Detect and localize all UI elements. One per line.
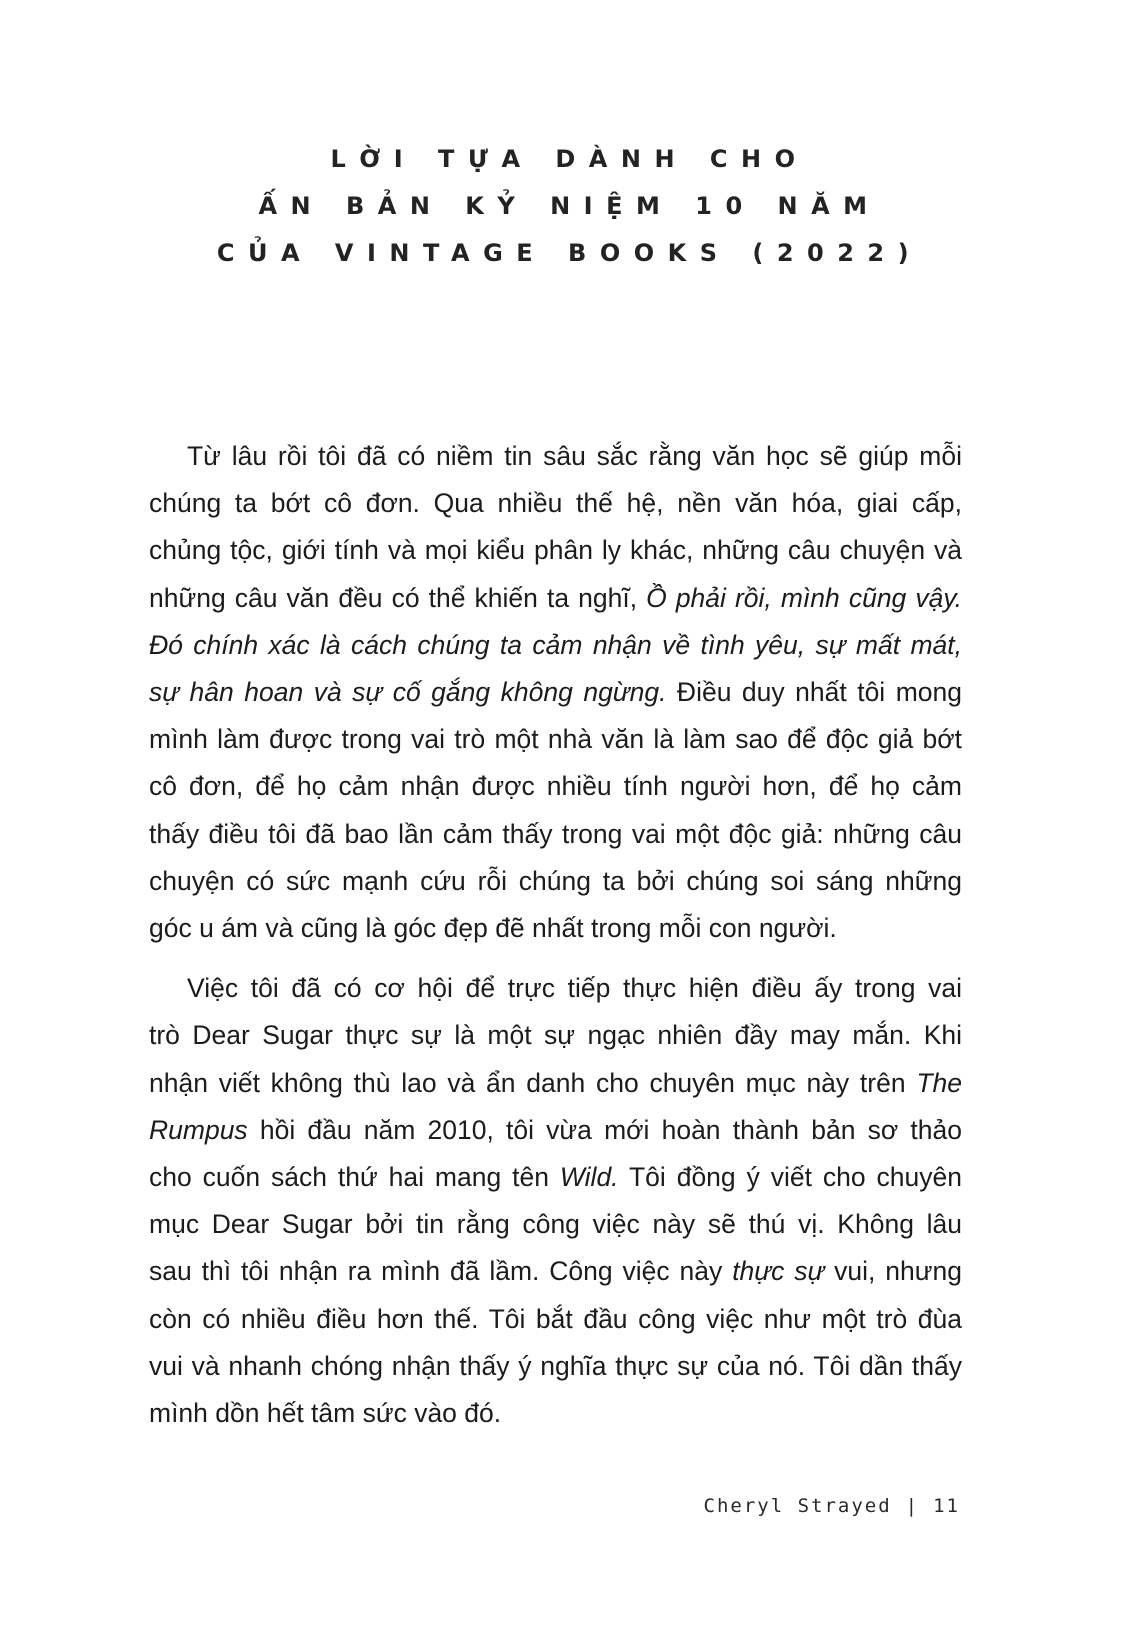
page-footer xyxy=(704,1495,961,1517)
paragraph-2-line-5-text-b: Tôi đồng ý viết cho chuyên xyxy=(618,1162,962,1193)
heading-line-1: LỜI TỰA DÀNH CHO xyxy=(330,145,809,173)
paragraph-1 xyxy=(149,433,962,952)
paragraph-1-line-2: chúng ta bớt cô đơn. Qua nhiều thế hệ, nền văn hóa, giai cấp, xyxy=(149,488,962,519)
page-number: 11 xyxy=(933,1495,960,1517)
paragraph-2-line-9: vui và nhanh chóng nhận thấy ý nghĩa thực sự của nó. Tôi dần thấy xyxy=(149,1350,962,1381)
paragraph-1-line-8: cô đơn, để họ cảm nhận được nhiều tính người hơn, để họ cảm xyxy=(149,771,962,802)
paragraph-2-line-4-text: hồi đầu năm 2010, tôi vừa mới hoàn thành bản sơ thảo xyxy=(247,1114,962,1145)
heading-line-3: CỦA VINTAGE BOOKS (2022) xyxy=(216,239,923,267)
paragraph-2-line-6: mục Dear Sugar bởi tin rằng công việc này sẽ thú vị. Không lâu xyxy=(149,1209,962,1240)
paragraph-2-line-4 xyxy=(149,1107,962,1154)
heading-line-2: ẤN BẢN KỶ NIỆM 10 NĂM xyxy=(258,192,881,220)
paragraph-2-line-7-italic: thực sự xyxy=(732,1256,825,1287)
paragraph-1-line-11: góc u ám và cũng là góc đẹp đẽ nhất trong mỗi con người. xyxy=(149,913,837,944)
paragraph-2-line-1: Việc tôi đã có cơ hội để trực tiếp thực hiện điều ấy trong vai xyxy=(187,973,962,1004)
paragraph-2-line-8: còn có nhiều điều hơn thế. Tôi bắt đầu công việc như một trò đùa xyxy=(149,1303,962,1334)
paragraph-2-line-3-text: nhận viết không thù lao và ẩn danh cho chuyên mục này trên xyxy=(149,1067,917,1098)
paragraph-2-line-5-text-a: cho cuốn sách thứ hai mang tên xyxy=(149,1162,560,1193)
body-text xyxy=(149,433,962,1437)
chapter-heading xyxy=(0,136,1126,277)
paragraph-2-line-5 xyxy=(149,1154,962,1201)
paragraph-1-line-6-italic: sự hân hoan và sự cố gắng không ngừng. xyxy=(149,677,667,708)
paragraph-2-line-3-italic: The xyxy=(916,1067,962,1098)
paragraph-2-line-2: trò Dear Sugar thực sự là một sự ngạc nhiên đầy may mắn. Khi xyxy=(149,1020,962,1051)
paragraph-1-line-9: thấy điều tôi đã bao lần cảm thấy trong vai một độc giả: những câu xyxy=(149,818,962,849)
paragraph-2-line-7-text-b: vui, nhưng xyxy=(824,1256,962,1287)
paragraph-1-line-1: Từ lâu rồi tôi đã có niềm tin sâu sắc rằng văn học sẽ giúp mỗi xyxy=(187,441,962,471)
paragraph-1-line-6 xyxy=(149,669,962,716)
footer-separator: | xyxy=(905,1495,920,1517)
paragraph-2-line-4-italic: Rumpus xyxy=(149,1114,248,1145)
paragraph-1-line-4 xyxy=(149,575,962,622)
paragraph-1-line-10: chuyện có sức mạnh cứu rỗi chúng ta bởi chúng soi sáng những xyxy=(149,865,962,896)
paragraph-2-line-7 xyxy=(149,1248,962,1295)
paragraph-1-line-4-italic: Ồ phải rồi, mình cũng vậy. xyxy=(646,582,962,613)
paragraph-1-line-5: Đó chính xác là cách chúng ta cảm nhận về tình yêu, sự mất mát, xyxy=(149,629,962,660)
paragraph-2 xyxy=(149,965,962,1437)
paragraph-1-line-7: mình làm được trong vai trò một nhà văn là làm sao để độc giả bớt xyxy=(149,724,962,755)
paragraph-1-line-6-text: Điều duy nhất tôi mong xyxy=(666,677,962,708)
paragraph-1-line-3: chủng tộc, giới tính và mọi kiểu phân ly khác, những câu chuyện và xyxy=(149,535,962,566)
paragraph-1-line-4-text: những câu văn đều có thể khiến ta nghĩ, xyxy=(149,582,647,613)
paragraph-2-line-3 xyxy=(149,1060,962,1107)
footer-author: Cheryl Strayed xyxy=(703,1495,892,1517)
paragraph-2-line-10: mình dồn hết tâm sức vào đó. xyxy=(149,1398,502,1429)
paragraph-2-line-7-text-a: sau thì tôi nhận ra mình đã lầm. Công việc này xyxy=(149,1256,733,1287)
paragraph-2-line-5-italic: Wild. xyxy=(559,1162,619,1193)
